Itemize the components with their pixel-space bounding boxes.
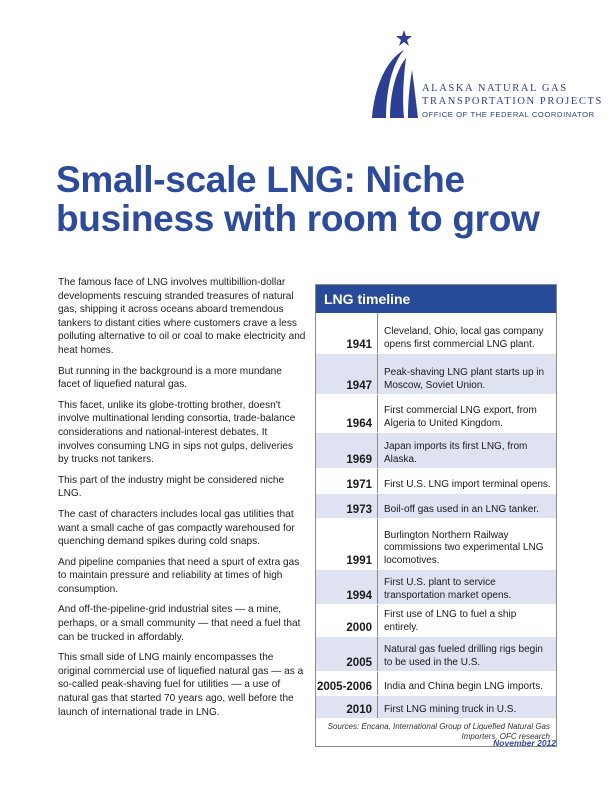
timeline-row bbox=[316, 469, 556, 494]
paragraph: The cast of characters includes local gas utilities that want a small cache of gas compactly warehoused for quenching demand spikes during cold snaps. bbox=[58, 508, 295, 548]
paragraph: This small side of LNG mainly encompasses the original commercial use of liquefied natural gas — as a so-called peak-shaving fuel for utilities — a use of natural gas that started 70 years ago, well before the launch of international trade in LNG. bbox=[58, 652, 304, 718]
logo-line-1: ALASKA NATURAL GAS bbox=[422, 83, 568, 94]
timeline-sources: Sources: Encana, International Group of Liquefied Natural Gas Importers, OFC research bbox=[327, 722, 550, 741]
timeline-event: First use of LNG to fuel a ship entirely. bbox=[384, 609, 517, 633]
timeline-year: 1971 bbox=[316, 469, 378, 493]
paragraph: This facet, unlike its globe-trotting brother, doesn't involve multinational lending consortia, trade-balance considerations and national-interest debates. It involves consuming LNG in sips not gulps, deliveries by trucks not tankers. bbox=[58, 399, 296, 466]
agency-logo bbox=[360, 30, 603, 120]
page-title: Small-scale LNG: Niche business with room to grow bbox=[56, 159, 540, 239]
timeline-event: India and China begin LNG imports. bbox=[384, 680, 543, 692]
timeline-year: 1964 bbox=[316, 395, 378, 432]
timeline-row bbox=[316, 519, 556, 570]
paragraph: But running in the background is a more mundane facet of liquefied natural gas. bbox=[58, 365, 282, 391]
timeline-row bbox=[316, 494, 556, 519]
timeline-row bbox=[316, 637, 556, 672]
timeline-row bbox=[316, 313, 556, 354]
publication-date: November 2012 bbox=[493, 738, 556, 748]
timeline-event: First U.S. LNG import terminal opens. bbox=[384, 478, 551, 490]
timeline-year: 2005-2006 bbox=[316, 672, 378, 695]
timeline-year: 2000 bbox=[316, 605, 378, 636]
timeline-event: Cleveland, Ohio, local gas company opens first commercial LNG plant. bbox=[384, 326, 544, 350]
timeline-row bbox=[316, 354, 556, 395]
timeline-event: Natural gas fueled drilling rigs begin to be used in the U.S. bbox=[384, 644, 543, 668]
timeline-year: 1973 bbox=[316, 494, 378, 518]
agency-name bbox=[422, 82, 603, 120]
timeline-event: Boil-off gas used in an LNG tanker. bbox=[384, 503, 539, 515]
timeline-year: 2010 bbox=[316, 696, 378, 718]
timeline-event: Burlington Northern Railway commissions two experimental LNG locomotives. bbox=[384, 529, 544, 566]
logo-line-3: OFFICE OF THE FEDERAL COORDINATOR bbox=[422, 110, 595, 119]
paragraph: And off-the-pipeline-grid industrial sites — a mine, perhaps, or a small community — that need a fuel that can be trucked in affordably. bbox=[58, 604, 301, 643]
paragraph: And pipeline companies that need a spurt of extra gas to maintain pressure and reliability at times of high consumption. bbox=[58, 556, 300, 595]
logo-line-2: TRANSPORTATION PROJECTS bbox=[422, 96, 603, 107]
timeline-title: LNG timeline bbox=[316, 285, 556, 313]
timeline-row bbox=[316, 605, 556, 637]
timeline-year: 1991 bbox=[316, 519, 378, 569]
timeline-year: 1947 bbox=[316, 354, 378, 394]
timeline-year: 2005 bbox=[316, 637, 378, 671]
paragraph: This part of the industry might be considered niche LNG. bbox=[58, 474, 285, 500]
lng-timeline-sidebar bbox=[315, 284, 557, 747]
timeline-row bbox=[316, 395, 556, 433]
timeline-event: First LNG mining truck in U.S. bbox=[384, 703, 517, 715]
paragraph: The famous face of LNG involves multibillion-dollar developments rescuing stranded treasures of natural gas, shipping it across oceans aboard tremendous tankers to distant cities where customers crave a less polluting alternative to oil or coal to make electricity and heat homes. bbox=[58, 277, 306, 356]
timeline-event: First U.S. plant to service transportation market opens. bbox=[384, 577, 512, 601]
timeline-event: First commercial LNG export, from Algeria to United Kingdom. bbox=[384, 405, 537, 429]
timeline-row bbox=[316, 672, 556, 696]
timeline-row bbox=[316, 433, 556, 469]
star-arch-icon bbox=[360, 30, 420, 120]
timeline-row bbox=[316, 696, 556, 719]
timeline-event: Peak-shaving LNG plant starts up in Moscow, Soviet Union. bbox=[384, 367, 545, 391]
timeline-event: Japan imports its first LNG, from Alaska. bbox=[384, 441, 528, 465]
timeline-year: 1994 bbox=[316, 570, 378, 604]
timeline-row bbox=[316, 570, 556, 605]
article-body bbox=[58, 276, 306, 726]
timeline-year: 1941 bbox=[316, 313, 378, 353]
timeline-year: 1969 bbox=[316, 433, 378, 468]
